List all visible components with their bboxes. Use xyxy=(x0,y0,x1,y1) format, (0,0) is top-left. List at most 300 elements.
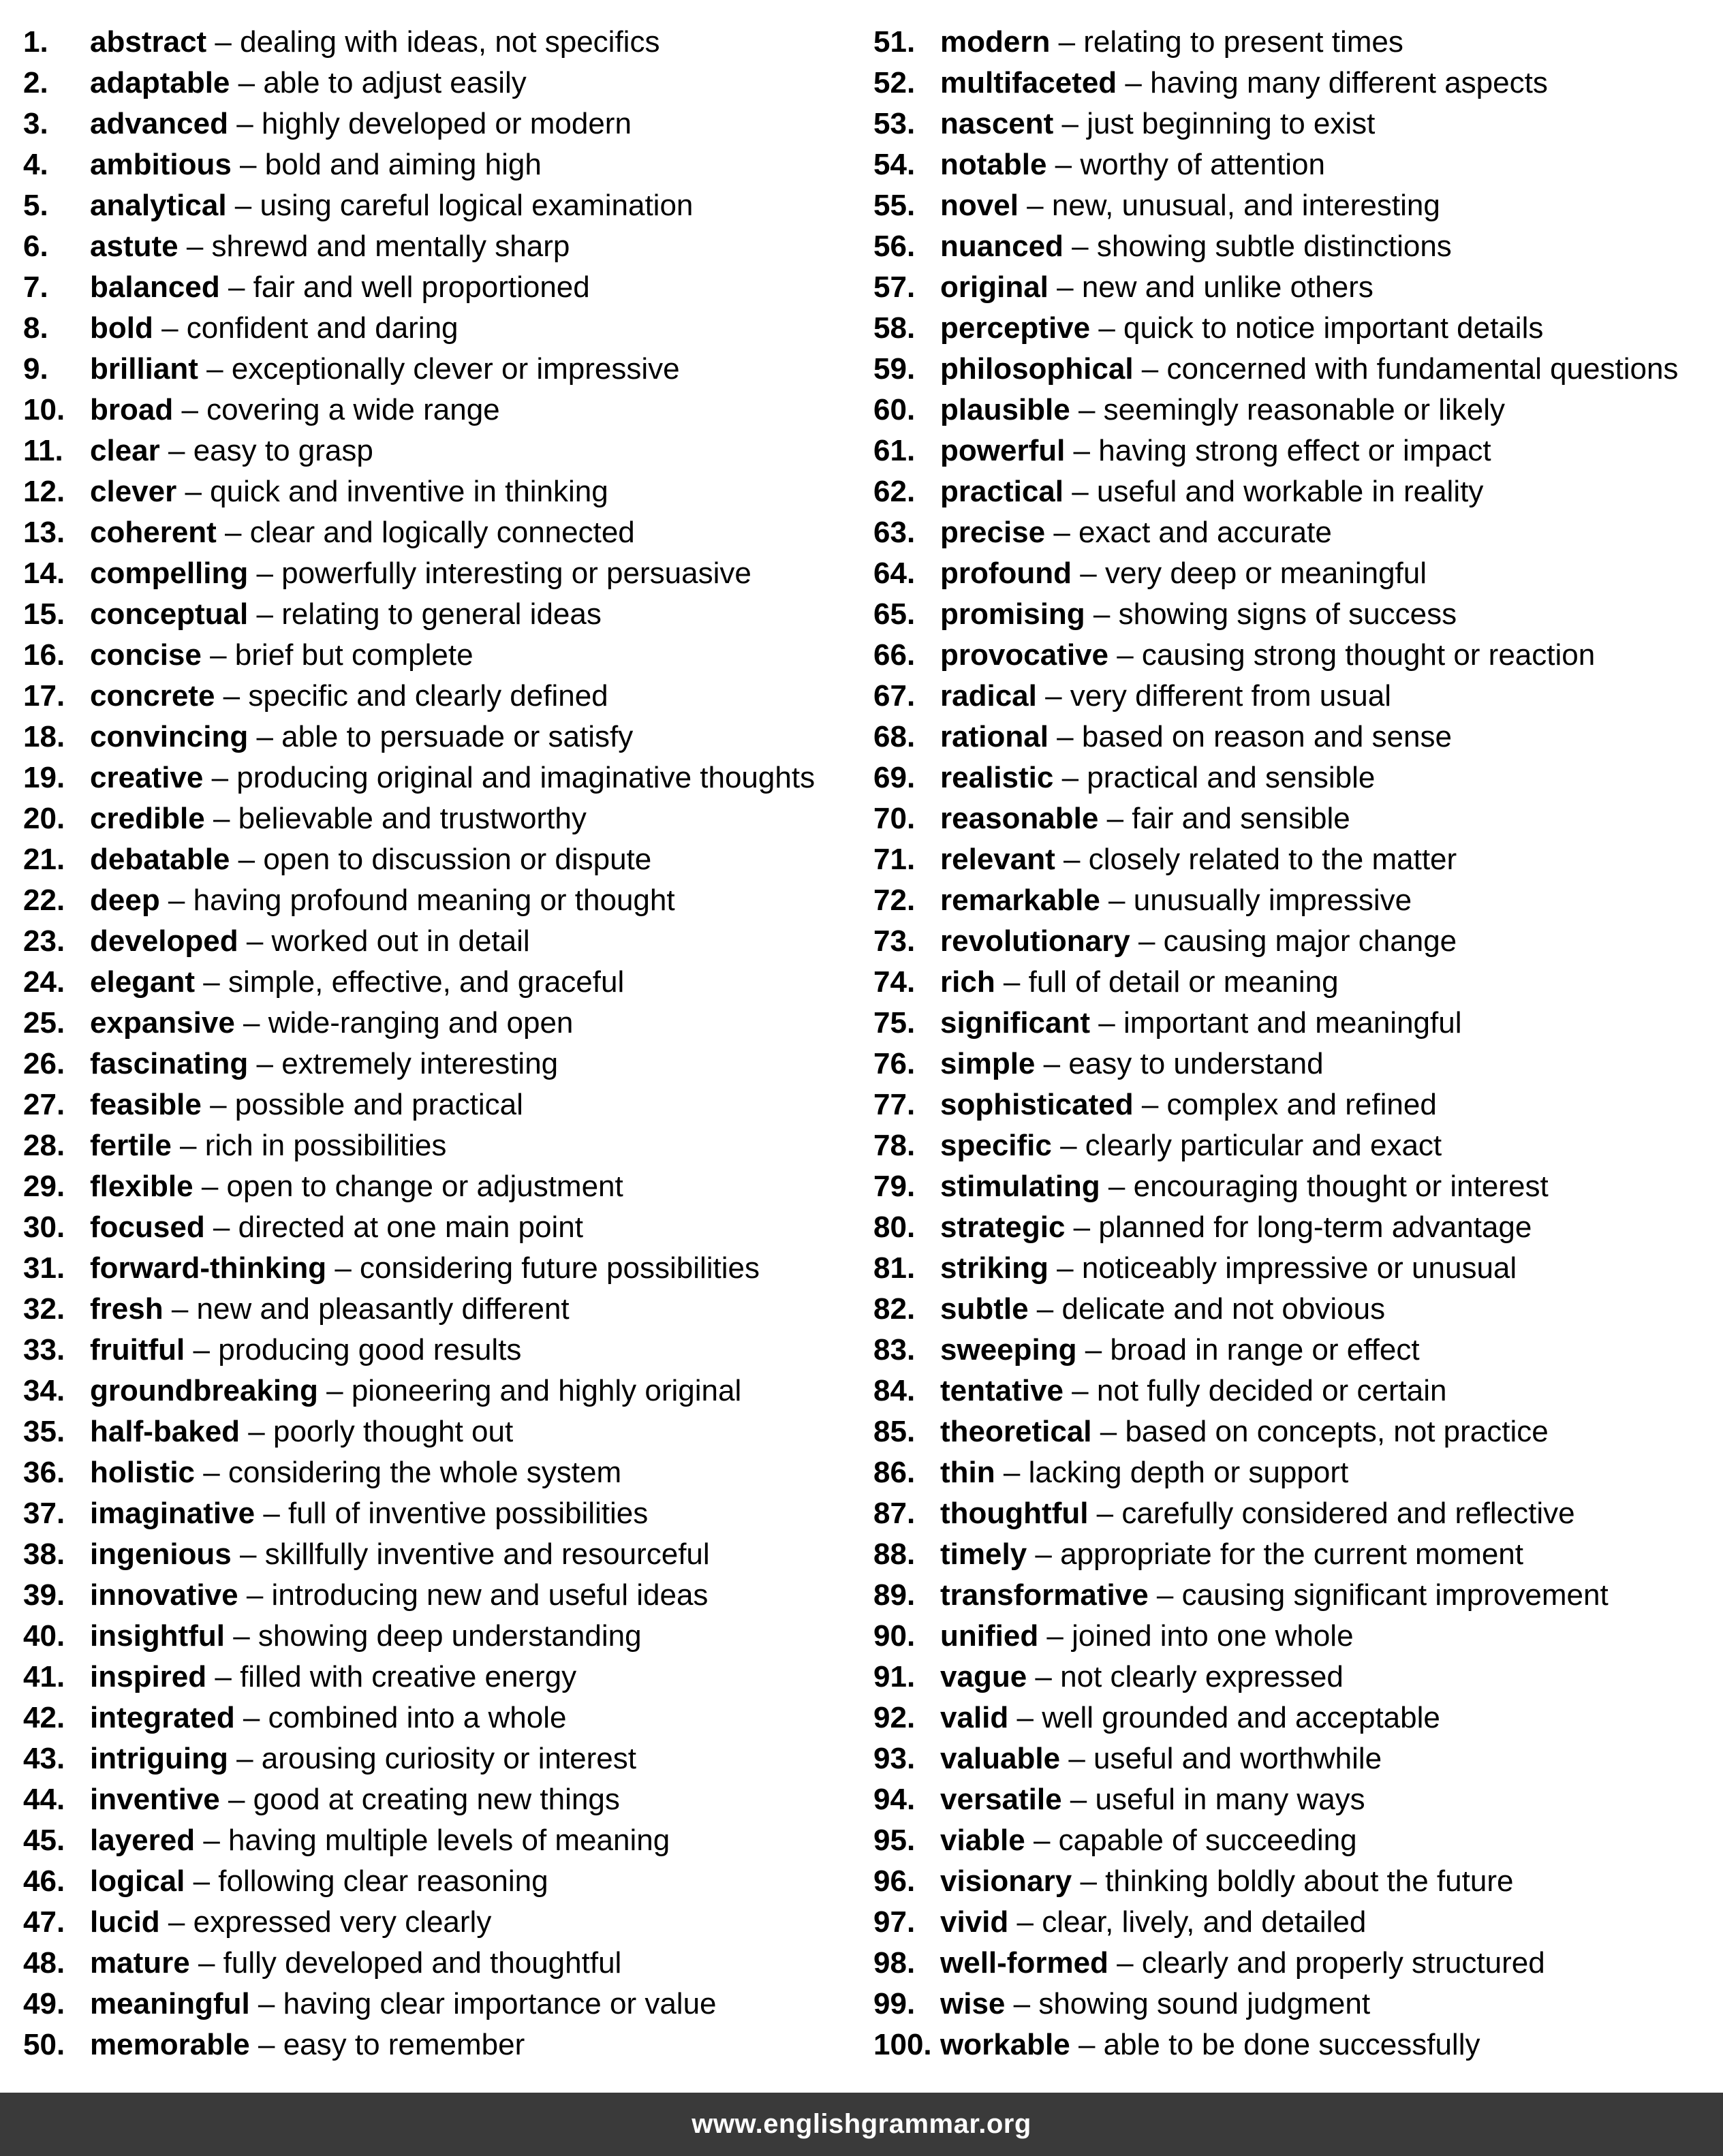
item-word: reasonable xyxy=(940,802,1099,835)
list-item xyxy=(23,1984,848,2025)
item-number: 52. xyxy=(873,66,916,99)
item-number: 99. xyxy=(873,1987,916,2020)
item-text xyxy=(940,63,1548,104)
item-separator: – xyxy=(1050,25,1084,59)
item-definition: relating to present times xyxy=(1083,25,1403,59)
list-item xyxy=(873,676,1718,717)
item-definition: causing strong thought or reaction xyxy=(1141,638,1596,672)
item-text xyxy=(90,22,659,63)
item-text xyxy=(90,1698,566,1738)
item-number: 26. xyxy=(23,1047,65,1080)
list-item xyxy=(873,921,1718,962)
list-item xyxy=(873,962,1718,1003)
item-separator: – xyxy=(206,25,240,59)
list-item xyxy=(23,757,848,798)
item-separator: – xyxy=(995,965,1029,999)
item-definition: open to change or adjustment xyxy=(226,1170,623,1203)
item-definition: able to adjust easily xyxy=(263,66,527,99)
item-separator: – xyxy=(1085,597,1119,631)
list-item xyxy=(23,1657,848,1698)
item-text xyxy=(940,1861,1513,1902)
item-separator: – xyxy=(163,1292,197,1326)
footer-bar xyxy=(0,2093,1723,2156)
item-text xyxy=(940,1003,1461,1044)
item-word: strategic xyxy=(940,1210,1066,1244)
item-word: astute xyxy=(90,230,178,263)
list-item xyxy=(23,962,848,1003)
list-item xyxy=(23,798,848,839)
item-definition: important and meaningful xyxy=(1123,1006,1462,1040)
list-item xyxy=(873,1166,1718,1207)
item-number: 85. xyxy=(873,1415,916,1448)
item-number: 100. xyxy=(873,2028,932,2061)
item-text xyxy=(940,1207,1532,1248)
list-item xyxy=(873,1575,1718,1616)
item-definition: worked out in detail xyxy=(271,924,530,958)
item-definition: able to persuade or satisfy xyxy=(281,720,634,753)
item-text xyxy=(940,1493,1575,1534)
item-separator: – xyxy=(219,270,253,304)
item-text xyxy=(90,267,590,308)
item-separator: – xyxy=(1070,2028,1104,2061)
list-item xyxy=(23,1289,848,1330)
item-number: 4. xyxy=(23,148,48,181)
item-number: 51. xyxy=(873,25,916,59)
item-definition: bold and aiming high xyxy=(264,148,542,181)
item-definition: new, unusual, and interesting xyxy=(1051,189,1440,222)
item-separator: – xyxy=(234,1006,268,1040)
item-text xyxy=(90,880,675,921)
item-definition: new and pleasantly different xyxy=(196,1292,570,1326)
list-item xyxy=(873,1493,1718,1534)
item-word: visionary xyxy=(940,1864,1072,1898)
list-item xyxy=(23,226,848,267)
item-text xyxy=(940,1820,1357,1861)
item-text xyxy=(940,1289,1385,1330)
item-definition: seemingly reasonable or likely xyxy=(1103,393,1506,426)
item-number: 37. xyxy=(23,1497,65,1530)
list-item xyxy=(23,1330,848,1371)
item-separator: – xyxy=(228,1742,262,1775)
item-number: 11. xyxy=(23,434,63,467)
item-definition: arousing curiosity or interest xyxy=(261,1742,637,1775)
item-text xyxy=(940,1534,1523,1575)
item-number: 27. xyxy=(23,1088,65,1121)
item-word: practical xyxy=(940,475,1064,508)
list-item xyxy=(873,1943,1718,1984)
item-separator: – xyxy=(230,843,264,876)
item-separator: – xyxy=(248,1047,282,1080)
item-separator: – xyxy=(1091,1415,1126,1448)
item-definition: very different from usual xyxy=(1070,679,1391,713)
item-word: striking xyxy=(940,1251,1049,1285)
item-word: fresh xyxy=(90,1292,164,1326)
item-separator: – xyxy=(203,761,237,794)
item-word: thin xyxy=(940,1456,995,1489)
item-definition: having profound meaning or thought xyxy=(193,884,675,917)
left-column xyxy=(23,22,848,2065)
list-item xyxy=(23,308,848,349)
item-number: 42. xyxy=(23,1701,65,1734)
item-number: 7. xyxy=(23,270,48,304)
item-text xyxy=(90,144,542,185)
item-number: 67. xyxy=(873,679,916,713)
item-separator: – xyxy=(1088,1497,1122,1530)
item-separator: – xyxy=(1008,1701,1042,1734)
item-word: broad xyxy=(90,393,174,426)
item-number: 35. xyxy=(23,1415,65,1448)
item-number: 64. xyxy=(873,557,916,590)
list-item xyxy=(23,921,848,962)
item-definition: highly developed or modern xyxy=(261,107,632,140)
item-word: workable xyxy=(940,2028,1070,2061)
list-item xyxy=(23,1411,848,1452)
item-separator: – xyxy=(1065,1210,1099,1244)
item-text xyxy=(90,1411,513,1452)
item-definition: producing original and imaginative thoughts xyxy=(236,761,816,794)
item-separator: – xyxy=(255,1497,289,1530)
item-separator: – xyxy=(1108,638,1142,672)
item-definition: fair and sensible xyxy=(1132,802,1350,835)
list-item xyxy=(23,144,848,185)
item-separator: – xyxy=(219,1783,253,1816)
item-text xyxy=(90,798,587,839)
item-definition: confident and daring xyxy=(186,311,459,345)
item-word: versatile xyxy=(940,1783,1062,1816)
list-item xyxy=(23,635,848,676)
item-definition: not fully decided or certain xyxy=(1096,1374,1447,1407)
item-word: elegant xyxy=(90,965,196,999)
list-item xyxy=(873,1248,1718,1289)
item-separator: – xyxy=(185,1333,219,1366)
item-number: 5. xyxy=(23,189,48,222)
item-number: 1. xyxy=(23,25,48,59)
item-separator: – xyxy=(1063,475,1097,508)
item-word: developed xyxy=(90,924,238,958)
item-definition: believable and trustworthy xyxy=(238,802,587,835)
item-separator: – xyxy=(231,1537,265,1571)
item-definition: well grounded and acceptable xyxy=(1042,1701,1440,1734)
item-separator: – xyxy=(1070,393,1104,426)
list-item xyxy=(23,553,848,594)
item-definition: useful in many ways xyxy=(1095,1783,1365,1816)
list-item xyxy=(873,1003,1718,1044)
item-separator: – xyxy=(249,2028,283,2061)
list-item xyxy=(873,431,1718,471)
item-definition: considering the whole system xyxy=(228,1456,622,1489)
item-word: analytical xyxy=(90,189,227,222)
item-word: remarkable xyxy=(940,884,1100,917)
list-item xyxy=(873,594,1718,635)
item-text xyxy=(940,2025,1480,2065)
item-definition: joined into one whole xyxy=(1072,1619,1354,1653)
list-item xyxy=(873,22,1718,63)
list-item xyxy=(23,1943,848,1984)
list-item xyxy=(873,1984,1718,2025)
item-text xyxy=(940,1371,1447,1411)
item-word: nuanced xyxy=(940,230,1064,263)
item-word: logical xyxy=(90,1864,185,1898)
item-number: 29. xyxy=(23,1170,65,1203)
item-word: valuable xyxy=(940,1742,1061,1775)
list-item xyxy=(23,1125,848,1166)
list-item xyxy=(23,1371,848,1411)
item-number: 93. xyxy=(873,1742,916,1775)
item-number: 81. xyxy=(873,1251,916,1285)
item-word: timely xyxy=(940,1537,1027,1571)
item-definition: based on reason and sense xyxy=(1081,720,1452,753)
item-definition: based on concepts, not practice xyxy=(1125,1415,1549,1448)
item-text xyxy=(90,2025,525,2065)
item-separator: – xyxy=(249,1987,283,2020)
list-item xyxy=(23,1779,848,1820)
item-separator: – xyxy=(1061,1783,1096,1816)
item-separator: – xyxy=(1046,148,1081,181)
item-text xyxy=(940,635,1595,676)
item-text xyxy=(940,1166,1549,1207)
item-word: advanced xyxy=(90,107,228,140)
item-definition: wide-ranging and open xyxy=(268,1006,574,1040)
item-definition: fully developed and thoughtful xyxy=(223,1946,622,1980)
item-definition: clear, lively, and detailed xyxy=(1042,1905,1367,1939)
item-text xyxy=(90,1371,741,1411)
item-definition: showing sound judgment xyxy=(1038,1987,1371,2020)
item-text xyxy=(90,1452,621,1493)
list-item xyxy=(873,185,1718,226)
item-number: 32. xyxy=(23,1292,65,1326)
item-definition: full of detail or meaning xyxy=(1028,965,1339,999)
item-text xyxy=(940,594,1457,635)
item-number: 72. xyxy=(873,884,916,917)
item-separator: – xyxy=(248,557,282,590)
item-separator: – xyxy=(1065,434,1099,467)
item-number: 73. xyxy=(873,924,916,958)
item-text xyxy=(90,1044,558,1084)
item-definition: powerfully interesting or persuasive xyxy=(281,557,751,590)
item-definition: showing deep understanding xyxy=(258,1619,642,1653)
item-number: 55. xyxy=(873,189,916,222)
item-number: 71. xyxy=(873,843,916,876)
item-definition: good at creating new things xyxy=(253,1783,620,1816)
list-item xyxy=(23,1003,848,1044)
item-definition: easy to grasp xyxy=(193,434,373,467)
item-text xyxy=(90,1902,491,1943)
item-text xyxy=(940,349,1678,390)
item-text xyxy=(90,1575,708,1616)
list-item xyxy=(23,594,848,635)
item-definition: able to be done successfully xyxy=(1103,2028,1480,2061)
list-item xyxy=(873,1452,1718,1493)
item-separator: – xyxy=(171,1129,205,1162)
item-text xyxy=(90,104,632,144)
item-text xyxy=(90,757,815,798)
item-word: integrated xyxy=(90,1701,235,1734)
item-text xyxy=(940,1738,1382,1779)
item-word: modern xyxy=(940,25,1051,59)
item-number: 74. xyxy=(873,965,916,999)
item-word: subtle xyxy=(940,1292,1029,1326)
item-word: layered xyxy=(90,1824,196,1857)
item-text xyxy=(940,676,1391,717)
item-number: 87. xyxy=(873,1497,916,1530)
item-text xyxy=(90,1166,623,1207)
item-word: fertile xyxy=(90,1129,172,1162)
list-item xyxy=(873,1207,1718,1248)
list-item xyxy=(873,1616,1718,1657)
item-word: clever xyxy=(90,475,177,508)
item-text xyxy=(90,921,530,962)
item-number: 96. xyxy=(873,1864,916,1898)
item-word: bold xyxy=(90,311,153,345)
item-word: debatable xyxy=(90,843,230,876)
item-number: 53. xyxy=(873,107,916,140)
item-definition: having many different aspects xyxy=(1150,66,1548,99)
item-number: 41. xyxy=(23,1660,65,1693)
list-item xyxy=(873,1698,1718,1738)
item-text xyxy=(940,1902,1366,1943)
item-separator: – xyxy=(248,597,282,631)
item-word: realistic xyxy=(940,761,1054,794)
item-text xyxy=(90,1738,636,1779)
item-number: 94. xyxy=(873,1783,916,1816)
item-text xyxy=(940,1411,1549,1452)
item-text xyxy=(90,471,608,512)
list-item xyxy=(23,22,848,63)
item-definition: possible and practical xyxy=(234,1088,523,1121)
item-text xyxy=(90,1248,760,1289)
list-item xyxy=(23,349,848,390)
item-text xyxy=(90,962,624,1003)
item-word: credible xyxy=(90,802,205,835)
list-item xyxy=(23,1084,848,1125)
item-word: fruitful xyxy=(90,1333,185,1366)
item-text xyxy=(940,431,1491,471)
item-separator: – xyxy=(1117,66,1151,99)
item-definition: causing significant improvement xyxy=(1181,1578,1609,1612)
item-text xyxy=(90,717,633,757)
list-item xyxy=(873,349,1718,390)
item-word: significant xyxy=(940,1006,1091,1040)
item-word: rich xyxy=(940,965,995,999)
item-number: 61. xyxy=(873,434,916,467)
item-text xyxy=(940,471,1483,512)
item-text xyxy=(940,22,1403,63)
list-item xyxy=(23,1698,848,1738)
item-number: 3. xyxy=(23,107,48,140)
item-definition: shrewd and mentally sharp xyxy=(211,230,570,263)
item-definition: poorly thought out xyxy=(273,1415,514,1448)
list-item xyxy=(873,1820,1718,1861)
list-item xyxy=(873,1084,1718,1125)
item-number: 70. xyxy=(873,802,916,835)
item-text xyxy=(940,839,1457,880)
item-text xyxy=(90,1984,717,2025)
item-word: ambitious xyxy=(90,148,232,181)
item-word: original xyxy=(940,270,1049,304)
item-number: 46. xyxy=(23,1864,65,1898)
item-text xyxy=(90,1861,548,1902)
list-item xyxy=(23,1044,848,1084)
item-number: 66. xyxy=(873,638,916,672)
list-item xyxy=(23,676,848,717)
list-item xyxy=(23,1861,848,1902)
item-definition: rich in possibilities xyxy=(204,1129,447,1162)
list-item xyxy=(23,1248,848,1289)
list-item xyxy=(23,1207,848,1248)
list-item xyxy=(23,1166,848,1207)
list-item xyxy=(23,1820,848,1861)
list-item xyxy=(23,104,848,144)
item-number: 18. xyxy=(23,720,65,753)
item-text xyxy=(940,798,1350,839)
item-text xyxy=(940,717,1452,757)
item-word: memorable xyxy=(90,2028,250,2061)
item-word: specific xyxy=(940,1129,1052,1162)
item-separator: – xyxy=(176,475,211,508)
item-text xyxy=(90,390,500,431)
item-separator: – xyxy=(193,1170,227,1203)
item-word: groundbreaking xyxy=(90,1374,318,1407)
item-number: 12. xyxy=(23,475,65,508)
item-text xyxy=(90,308,459,349)
item-word: conceptual xyxy=(90,597,249,631)
item-definition: having strong effect or impact xyxy=(1098,434,1491,467)
item-text xyxy=(90,431,373,471)
item-separator: – xyxy=(1005,1987,1039,2020)
list-item xyxy=(873,226,1718,267)
item-word: expansive xyxy=(90,1006,235,1040)
item-number: 23. xyxy=(23,924,65,958)
list-item xyxy=(873,1657,1718,1698)
item-text xyxy=(940,1657,1344,1698)
item-number: 19. xyxy=(23,761,65,794)
item-text xyxy=(940,1779,1365,1820)
item-number: 69. xyxy=(873,761,916,794)
item-definition: fair and well proportioned xyxy=(253,270,590,304)
item-text xyxy=(940,757,1375,798)
item-word: lucid xyxy=(90,1905,160,1939)
list-item xyxy=(23,512,848,553)
item-definition: open to discussion or dispute xyxy=(263,843,652,876)
list-item xyxy=(873,144,1718,185)
item-number: 54. xyxy=(873,148,916,181)
item-number: 16. xyxy=(23,638,65,672)
item-text xyxy=(940,1125,1442,1166)
list-item xyxy=(23,1616,848,1657)
item-word: wise xyxy=(940,1987,1006,2020)
item-word: coherent xyxy=(90,516,217,549)
item-word: relevant xyxy=(940,843,1055,876)
item-word: powerful xyxy=(940,434,1066,467)
item-separator: – xyxy=(995,1456,1029,1489)
item-word: abstract xyxy=(90,25,207,59)
item-definition: quick to notice important details xyxy=(1123,311,1544,345)
item-number: 76. xyxy=(873,1047,916,1080)
list-item xyxy=(23,1738,848,1779)
item-text xyxy=(90,1657,576,1698)
list-item xyxy=(23,839,848,880)
item-definition: practical and sensible xyxy=(1087,761,1376,794)
item-separator: – xyxy=(1018,189,1052,222)
item-number: 40. xyxy=(23,1619,65,1653)
list-item xyxy=(23,267,848,308)
item-definition: showing subtle distinctions xyxy=(1096,230,1452,263)
list-item xyxy=(23,1493,848,1534)
item-definition: new and unlike others xyxy=(1081,270,1373,304)
item-definition: directed at one main point xyxy=(238,1210,583,1244)
item-text xyxy=(90,349,680,390)
list-item xyxy=(873,757,1718,798)
